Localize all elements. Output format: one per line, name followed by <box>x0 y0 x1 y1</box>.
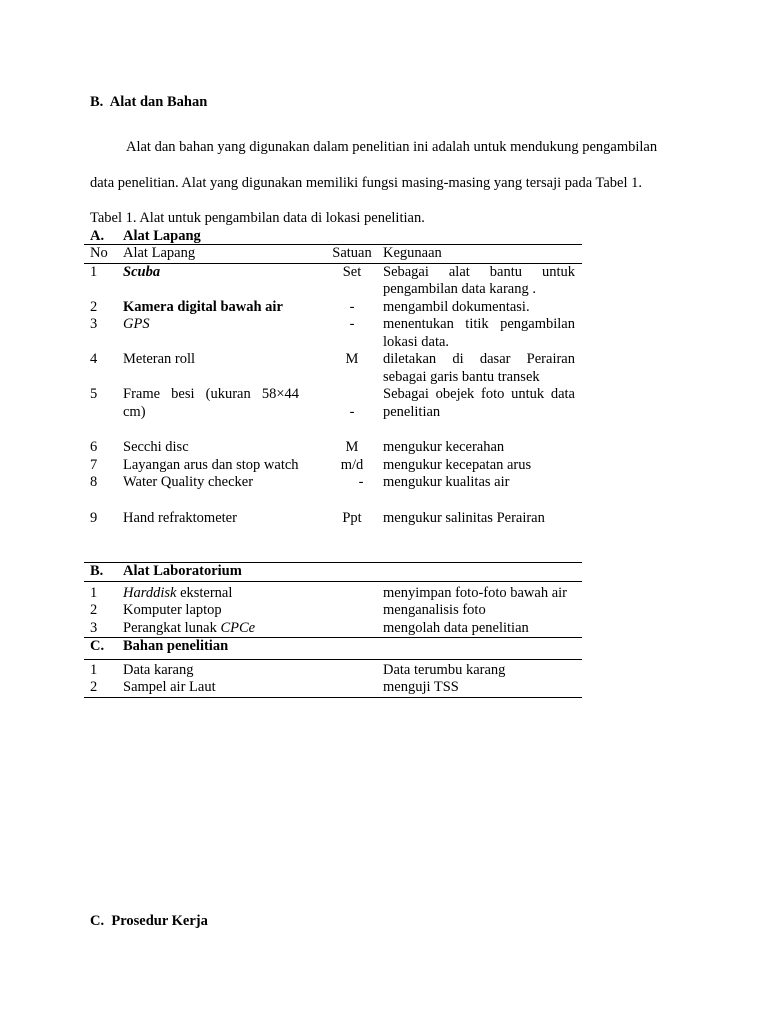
group-c-title: Bahan penelitian <box>123 638 321 660</box>
row-alat: Meteran roll <box>123 351 196 367</box>
table-row <box>84 581 582 602</box>
section-c-heading <box>90 913 208 930</box>
spacer-row <box>84 527 582 563</box>
spacer-row <box>84 492 582 510</box>
row-kegunaan: menganalisis foto <box>383 602 486 618</box>
group-c-letter: C. <box>84 638 123 660</box>
row-satuan: M <box>345 439 359 455</box>
header-alat: Alat Lapang <box>123 245 321 264</box>
row-kegunaan: mengambil dokumentasi. <box>383 298 530 315</box>
row-kegunaan: mengukur kualitas air <box>383 474 510 490</box>
header-no: No <box>84 245 123 264</box>
row-no: 3 <box>84 620 123 638</box>
group-a-title: Alat Lapang <box>123 228 201 244</box>
group-a-heading <box>90 228 201 245</box>
row-alat: Kamera digital bawah air <box>123 298 283 315</box>
group-b-title: Alat Laboratorium <box>123 563 321 582</box>
row-kegunaan: menguji TSS <box>383 679 582 697</box>
row-kegunaan: Data terumbu karang <box>383 661 506 678</box>
table-row <box>84 679 582 697</box>
group-a-letter: A. <box>90 228 105 244</box>
table-row <box>84 263 582 299</box>
row-no: 2 <box>84 679 123 697</box>
row-no: 4 <box>90 351 98 367</box>
paragraph-line-2: data penelitian. Alat yang digunakan memiliki fungsi masing-masing yang tersaji pada Tabel 1. <box>90 175 642 191</box>
row-alat-rest: eksternal <box>176 584 233 601</box>
row-kegunaan: mengolah data penelitian <box>383 620 582 638</box>
section-c-letter: C. <box>90 913 105 929</box>
paragraph-line-1 <box>90 129 680 165</box>
row-no: 5 <box>90 386 98 402</box>
row-alat <box>123 620 321 638</box>
row-no: 1 <box>90 263 98 280</box>
row-kegunaan: Sebagai alat bantu untuk pengambilan data karang . <box>383 263 575 297</box>
row-kegunaan: menentukan titik pengambilan lokasi data. <box>383 316 575 350</box>
row-satuan: - <box>358 474 364 490</box>
table-row <box>84 602 582 620</box>
table-row <box>84 510 582 528</box>
equipment-table <box>84 244 582 698</box>
section-b-title: Alat dan Bahan <box>109 94 208 110</box>
row-satuan: Set <box>342 263 362 280</box>
group-b-letter: B. <box>84 563 123 582</box>
table-row <box>84 474 582 492</box>
row-no: 7 <box>90 456 98 473</box>
row-no: 2 <box>90 298 98 315</box>
header-satuan: Satuan <box>321 245 383 264</box>
row-alat: Layangan arus dan stop watch <box>123 456 299 473</box>
group-b-row <box>84 563 582 582</box>
row-satuan: - <box>349 298 355 315</box>
row-alat-rest: Perangkat lunak <box>123 619 221 636</box>
row-alat: Scuba <box>123 263 161 280</box>
intro-paragraph <box>90 129 680 201</box>
row-alat: Sampel air Laut <box>123 679 321 697</box>
table-row <box>84 386 582 421</box>
row-satuan: - <box>349 403 355 420</box>
table-row <box>84 351 582 386</box>
row-no: 2 <box>90 602 98 618</box>
table-row <box>84 316 582 351</box>
row-satuan: Ppt <box>342 509 362 526</box>
section-b-letter: B. <box>90 94 104 110</box>
row-alat: Hand refraktometer <box>123 509 237 526</box>
row-kegunaan: mengukur kecerahan <box>383 439 505 455</box>
table-row <box>84 457 582 475</box>
row-no: 9 <box>90 509 98 526</box>
row-kegunaan: diletakan di dasar Perairan sebagai garis bantu transek <box>383 351 575 385</box>
section-b-heading <box>90 94 207 111</box>
row-alat: Data karang <box>123 661 194 678</box>
table-caption: Tabel 1. Alat untuk pengambilan data di lokasi penelitian. <box>90 210 425 226</box>
group-c-row <box>84 638 582 660</box>
row-alat-italic: CPCe <box>220 619 256 636</box>
row-kegunaan: mengukur kecepatan arus <box>383 456 532 473</box>
table-row <box>84 659 582 679</box>
row-no: 3 <box>90 316 98 332</box>
table-row <box>84 620 582 638</box>
row-satuan: m/d <box>340 456 364 473</box>
spacer-row <box>84 421 582 439</box>
row-kegunaan: menyimpan foto-foto bawah air <box>383 584 568 601</box>
row-no: 1 <box>90 584 98 601</box>
row-alat: Secchi disc <box>123 439 189 455</box>
table-row <box>84 299 582 317</box>
row-no: 6 <box>90 439 98 455</box>
section-c-title: Prosedur Kerja <box>111 913 208 929</box>
row-alat: Water Quality checker <box>123 474 254 490</box>
table-row <box>84 439 582 457</box>
row-alat: Frame besi (ukuran 58×44 cm) <box>123 386 299 420</box>
row-no: 8 <box>90 474 98 490</box>
row-no: 1 <box>90 661 98 678</box>
row-alat: GPS <box>123 316 150 332</box>
header-kegunaan: Kegunaan <box>383 245 582 264</box>
row-kegunaan: mengukur salinitas Perairan <box>383 509 545 526</box>
row-alat-italic: Harddisk <box>123 584 177 601</box>
row-alat <box>123 581 321 602</box>
row-satuan: - <box>349 316 355 332</box>
row-kegunaan: Sebagai obejek foto untuk data penelitian <box>383 386 575 420</box>
table-header-row <box>84 245 582 264</box>
row-satuan: M <box>345 351 359 367</box>
row-alat: Komputer laptop <box>123 602 222 618</box>
paragraph-line-1-text: Alat dan bahan yang digunakan dalam penelitian ini adalah untuk mendukung pengambilan <box>126 139 658 155</box>
